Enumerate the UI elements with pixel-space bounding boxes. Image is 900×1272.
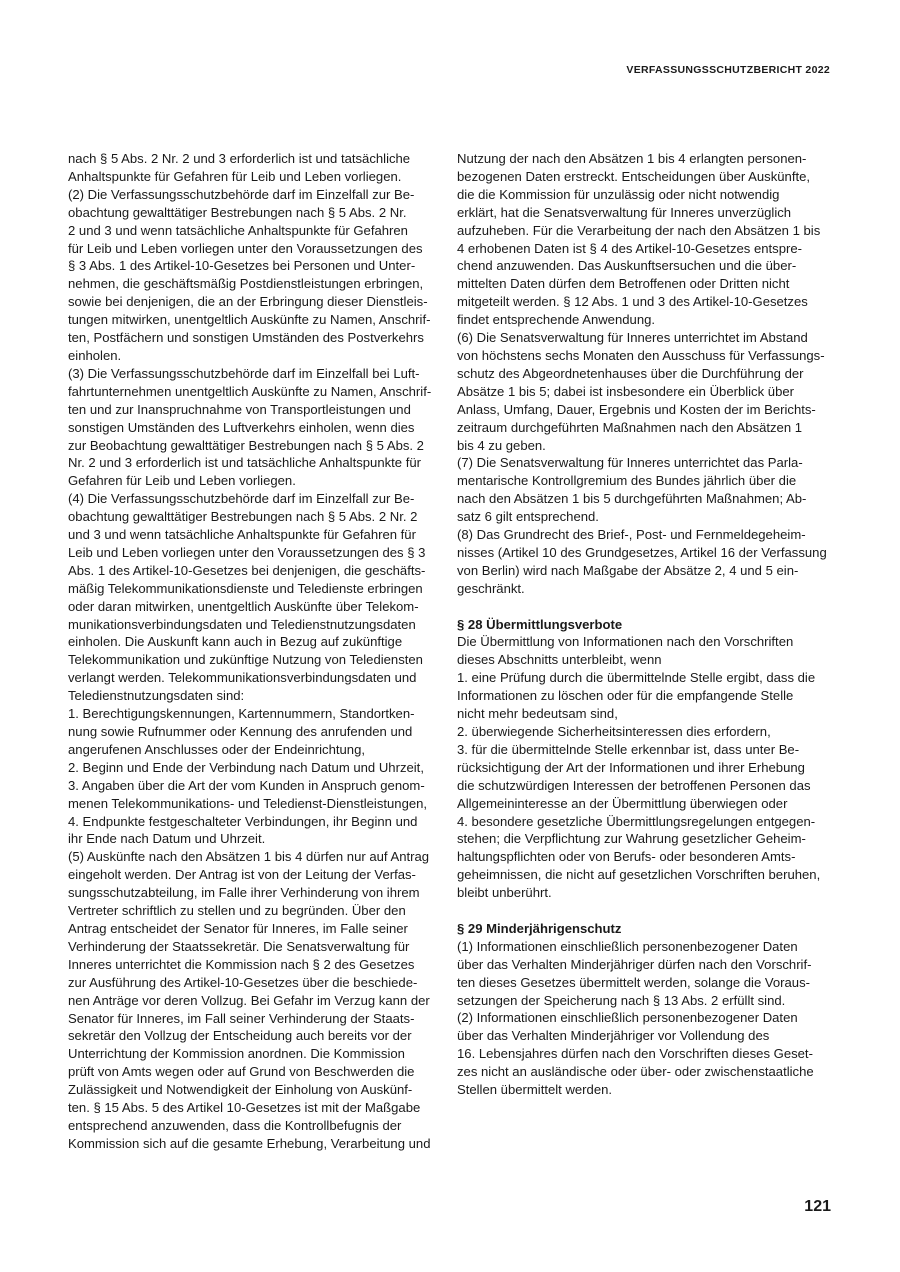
- text-line: Informationen zu löschen oder für die empfangende Stelle: [457, 688, 794, 704]
- text-line: 1. Berechtigungskennungen, Kartennummern, Standortken-: [68, 706, 415, 722]
- text-line: rücksichtigung der Art der Informationen und ihrer Erhebung: [457, 759, 805, 775]
- text-line: Leib und Leben vorliegen unter den Voraussetzungen des § 3: [68, 544, 426, 560]
- text-line: menen Telekommunikations- und Teledienst-Dienstleistungen,: [68, 795, 428, 811]
- text-line: und 3 und wenn tatsächliche Anhaltspunkte für Gefahren für: [68, 527, 416, 543]
- text-line: setzungen der Speicherung nach § 13 Abs. 2 erfüllt sind.: [457, 992, 786, 1008]
- text-line: Nr. 2 und 3 erforderlich ist und tatsächliche Anhaltspunkte für: [68, 455, 422, 471]
- text-line: Anhaltspunkte für Gefahren für Leib und Leben vorliegen.: [68, 168, 402, 184]
- text-line: 1. eine Prüfung durch die übermittelnde Stelle ergibt, dass die: [457, 670, 816, 686]
- text-line: mäßig Telekommunikationsdienste und Teledienste erbringen: [68, 580, 423, 596]
- text-line: dieses Abschnitts unterbleibt, wenn: [457, 652, 662, 668]
- text-line: geheimnissen, die nicht auf gesetzlichen Vorschriften beruhen,: [457, 867, 821, 883]
- text-line: entsprechend anzuwenden, dass die Kontrollbefugnis der: [68, 1117, 402, 1133]
- text-line: fahrtunternehmen unentgeltlich Auskünfte zu Namen, Anschrif-: [68, 383, 432, 399]
- text-line: (6) Die Senatsverwaltung für Inneres unterrichtet im Abstand: [457, 330, 808, 346]
- text-line: 4. besondere gesetzliche Übermittlungsregelungen entgegen-: [457, 813, 816, 829]
- text-line: bezogenen Daten erstreckt. Entscheidungen über Auskünfte,: [457, 168, 811, 184]
- text-line: satz 6 gilt entsprechend.: [457, 509, 599, 525]
- text-line: nach den Absätzen 1 bis 5 durchgeführten Maßnahmen; Ab-: [457, 491, 807, 507]
- text-line: obachtung gewalttätiger Bestrebungen nach § 5 Abs. 2 Nr. 2: [68, 509, 418, 525]
- text-line: haltungspflichten oder von Berufs- oder besonderen Amts-: [457, 849, 796, 865]
- text-line: ihr Ende nach Datum und Uhrzeit.: [68, 831, 266, 847]
- text-line: oder daran mitwirken, unentgeltlich Auskünfte über Telekom-: [68, 598, 419, 614]
- text-line: Stellen übermittelt werden.: [457, 1082, 613, 1098]
- text-line: geschränkt.: [457, 580, 525, 596]
- text-line: 2 und 3 und wenn tatsächliche Anhaltspunkte für Gefahren: [68, 222, 408, 238]
- text-line: (8) Das Grundrecht des Brief-, Post- und Fernmeldegeheim-: [457, 527, 806, 543]
- text-line: zeitraum durchgeführten Maßnahmen nach den Absätzen 1: [457, 419, 803, 435]
- text-line: (1) Informationen einschließlich personenbezogener Daten: [457, 938, 798, 954]
- left-column-body: [68, 150, 453, 1153]
- text-line: Allgemeininteresse an der Übermittlung überwiegen oder: [457, 795, 788, 811]
- text-line: sungsschutzabteilung, im Falle ihrer Verhinderung von ihrem: [68, 885, 420, 901]
- text-line: (4) Die Verfassungsschutzbehörde darf im Einzelfall zur Be-: [68, 491, 415, 507]
- text-line: von Berlin) wird nach Maßgabe der Absätze 2, 4 und 5 ein-: [457, 562, 799, 578]
- text-line: bis 4 zu geben.: [457, 437, 546, 453]
- text-line: verlangt werden. Telekommunikationsverbindungsdaten und: [68, 670, 417, 686]
- text-line: ten und zur Inanspruchnahme von Transportleistungen und: [68, 401, 411, 417]
- text-line: ten, Postfächern und sonstigen Umständen des Postverkehrs: [68, 330, 424, 346]
- text-line: Verhinderung der Staatssekretär. Die Senatsverwaltung für: [68, 938, 410, 954]
- text-line: chend anzuwenden. Das Auskunftsersuchen und die über-: [457, 258, 797, 274]
- text-line: munikationsverbindungsdaten und Teledienstnutzungsdaten: [68, 616, 416, 632]
- text-line: Kommission sich auf die gesamte Erhebung, Verarbeitung und: [68, 1135, 431, 1151]
- text-line: ten dieses Gesetzes übermittelt werden, solange die Voraus-: [457, 974, 811, 990]
- text-line: sonstigen Umständen des Luftverkehrs einholen, wenn dies: [68, 419, 415, 435]
- text-line: 2. überwiegende Sicherheitsinteressen dies erfordern,: [457, 723, 771, 739]
- text-line: für Leib und Leben vorliegen unter den Voraussetzungen des: [68, 240, 423, 256]
- text-line: mentarische Kontrollgremium des Bundes jährlich über die: [457, 473, 797, 489]
- text-line: einholen. Die Auskunft kann auch in Bezug auf zukünftige: [68, 634, 403, 650]
- text-line: 3. für die übermittelnde Stelle erkennbar ist, dass unter Be-: [457, 741, 800, 757]
- text-line: bleibt unberührt.: [457, 885, 552, 901]
- text-line: Teledienstnutzungsdaten sind:: [68, 688, 245, 704]
- text-line: zur Ausführung des Artikel-10-Gesetzes über die beschiede-: [68, 974, 418, 990]
- text-line: ten. § 15 Abs. 5 des Artikel 10-Gesetzes ist mit der Maßgabe: [68, 1100, 421, 1116]
- text-line: Abs. 1 des Artikel-10-Gesetzes bei denjenigen, die geschäfts-: [68, 562, 426, 578]
- text-line: (7) Die Senatsverwaltung für Inneres unterrichtet das Parla-: [457, 455, 803, 471]
- text-line: Absätze 1 bis 5; dabei ist insbesondere ein Überblick über: [457, 383, 794, 399]
- left-column: [68, 150, 453, 1153]
- section-28-body: [457, 633, 832, 902]
- text-line: Gefahren für Leib und Leben vorliegen.: [68, 473, 296, 489]
- text-line: 3. Angaben über die Art der vom Kunden in Anspruch genom-: [68, 777, 425, 793]
- text-line: Nutzung der nach den Absätzen 1 bis 4 erlangten personen-: [457, 151, 807, 166]
- text-line: 4 erhobenen Daten ist § 4 des Artikel-10-Gesetzes entspre-: [457, 240, 802, 256]
- text-line: über das Verhalten Minderjähriger vor Vollendung des: [457, 1028, 770, 1044]
- page-number: 121: [804, 1198, 831, 1215]
- text-line: 16. Lebensjahres dürfen nach den Vorschriften dieses Geset-: [457, 1046, 813, 1062]
- text-line: über das Verhalten Minderjähriger dürfen nach den Vorschrif-: [457, 956, 812, 972]
- text-line: aufzuheben. Für die Verarbeitung der nach den Absätzen 1 bis: [457, 222, 821, 238]
- text-line: Senator für Inneres, im Fall seiner Verhinderung der Staats-: [68, 1010, 415, 1026]
- section-29-body: [457, 938, 832, 1099]
- running-header-title: VERFASSUNGSSCHUTZBERICHT 2022: [626, 64, 830, 76]
- right-column: [457, 150, 832, 1099]
- right-column-continuation: [457, 150, 832, 598]
- text-line: angerufenen Anschlusses oder der Endeinrichtung,: [68, 741, 365, 757]
- text-line: (2) Die Verfassungsschutzbehörde darf im Einzelfall zur Be-: [68, 186, 415, 202]
- text-line: eingeholt werden. Der Antrag ist von der Leitung der Verfas-: [68, 867, 416, 883]
- text-line: nen Anträge vor deren Vollzug. Bei Gefahr im Verzug kann der: [68, 992, 430, 1008]
- text-line: (5) Auskünfte nach den Absätzen 1 bis 4 dürfen nur auf Antrag: [68, 849, 430, 865]
- text-line: mittelten Daten dürfen dem Betroffenen oder Dritten nicht: [457, 276, 790, 292]
- text-line: schutz des Abgeordnetenhauses über die Durchführung der: [457, 365, 804, 381]
- text-line: Anlass, Umfang, Dauer, Ergebnis und Kosten der im Berichts-: [457, 401, 816, 417]
- text-line: zur Beobachtung gewalttätiger Bestrebungen nach § 5 Abs. 2: [68, 437, 424, 453]
- text-line: stehen; die Verpflichtung zur Wahrung gesetzlicher Geheim-: [457, 831, 806, 847]
- text-line: tungen mitwirken, unentgeltlich Auskünfte zu Namen, Anschrif-: [68, 312, 431, 328]
- text-line: sekretär den Vollzug der Entscheidung auch bereits vor der: [68, 1028, 412, 1044]
- text-line: einholen.: [68, 347, 122, 363]
- text-line: nach § 5 Abs. 2 Nr. 2 und 3 erforderlich ist und tatsächliche: [68, 151, 411, 166]
- section-28-heading: § 28 Übermittlungsverbote: [457, 616, 623, 632]
- text-line: 2. Beginn und Ende der Verbindung nach Datum und Uhrzeit,: [68, 759, 424, 775]
- text-line: zes nicht an ausländische oder über- oder zwischenstaatliche: [457, 1064, 814, 1080]
- text-line: Vertreter schriftlich zu stellen und zu begründen. Über den: [68, 903, 406, 919]
- text-line: Zulässigkeit und Notwendigkeit der Einholung von Auskünf-: [68, 1082, 413, 1098]
- text-line: von höchstens sechs Monaten den Ausschuss für Verfassungs-: [457, 347, 825, 363]
- text-line: Unterrichtung der Kommission anordnen. Die Kommission: [68, 1046, 405, 1062]
- text-line: Telekommunikation und zukünftige Nutzung von Telediensten: [68, 652, 423, 668]
- text-line: die die Kommission für unzulässig oder nicht notwendig: [457, 186, 780, 202]
- text-line: (2) Informationen einschließlich personenbezogener Daten: [457, 1010, 798, 1026]
- text-line: prüft von Amts wegen oder auf Grund von Beschwerden die: [68, 1064, 415, 1080]
- text-line: nisses (Artikel 10 des Grundgesetzes, Artikel 16 der Verfassung: [457, 544, 827, 560]
- text-line: die schutzwürdigen Interessen der betroffenen Personen das: [457, 777, 811, 793]
- text-line: § 3 Abs. 1 des Artikel-10-Gesetzes bei Personen und Unter-: [68, 258, 416, 274]
- text-line: Antrag entscheidet der Senator für Inneres, im Falle seiner: [68, 920, 408, 936]
- text-line: (3) Die Verfassungsschutzbehörde darf im Einzelfall bei Luft-: [68, 365, 420, 381]
- text-line: mitgeteilt werden. § 12 Abs. 1 und 3 des Artikel-10-Gesetzes: [457, 294, 808, 310]
- section-29-heading: § 29 Minderjährigenschutz: [457, 920, 622, 936]
- text-line: findet entsprechende Anwendung.: [457, 312, 656, 328]
- text-line: nung sowie Rufnummer oder Kennung des anrufenden und: [68, 724, 413, 739]
- text-line: nehmen, die geschäftsmäßig Postdienstleistungen erbringen,: [68, 276, 424, 292]
- text-line: 4. Endpunkte festgeschalteter Verbindungen, ihr Beginn und: [68, 813, 418, 829]
- text-line: Inneres unterrichtet die Kommission nach § 2 des Gesetzes: [68, 956, 415, 972]
- text-line: erklärt, hat die Senatsverwaltung für Inneres unverzüglich: [457, 204, 792, 220]
- text-line: sowie bei denjenigen, die an der Erbringung dieser Dienstleis-: [68, 294, 428, 310]
- text-line: Die Übermittlung von Informationen nach den Vorschriften: [457, 634, 794, 650]
- text-line: nicht mehr bedeutsam sind,: [457, 706, 618, 722]
- text-line: obachtung gewalttätiger Bestrebungen nach § 5 Abs. 2 Nr.: [68, 204, 407, 220]
